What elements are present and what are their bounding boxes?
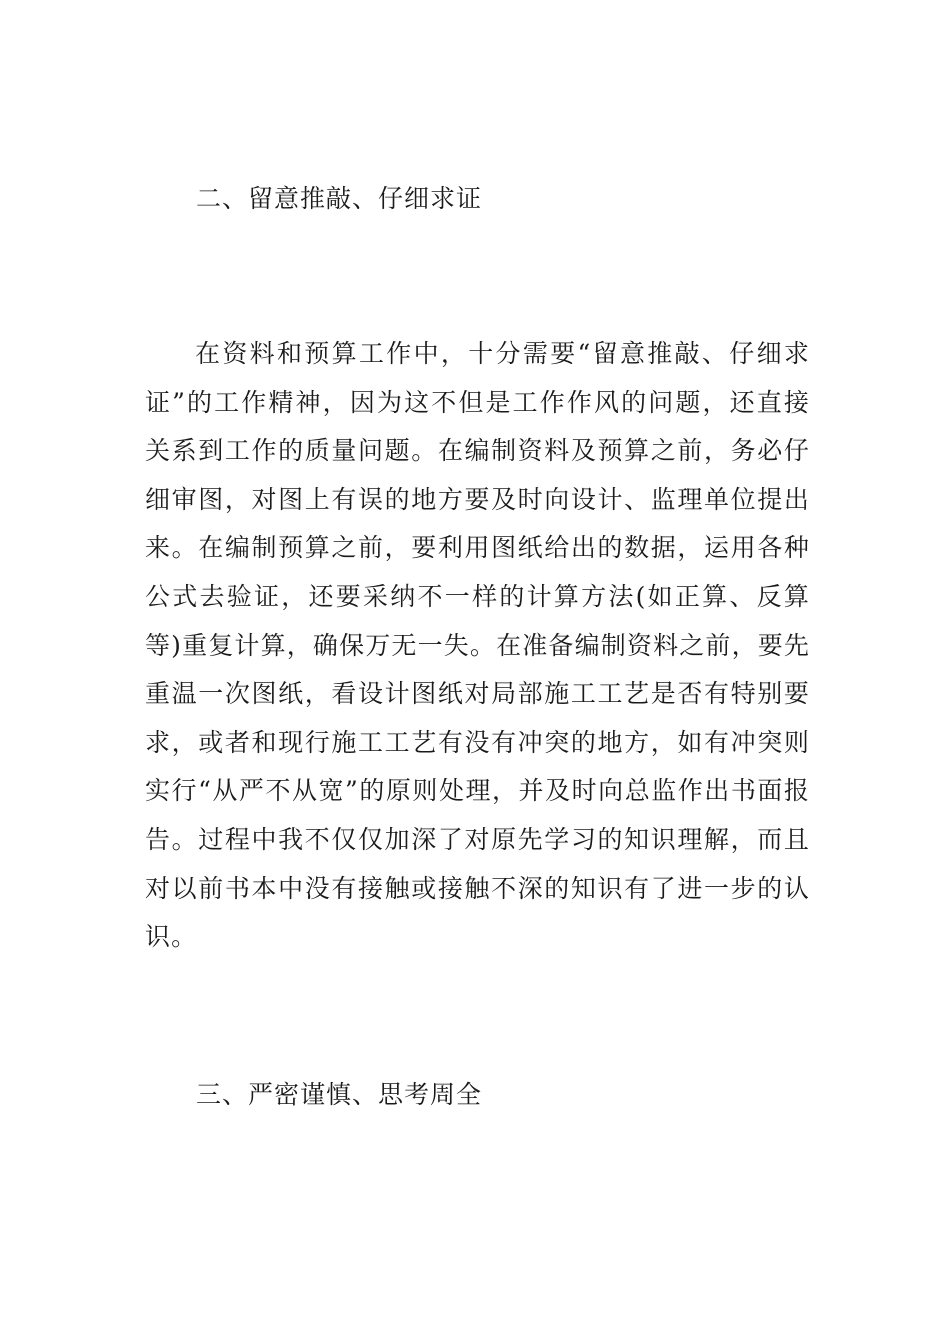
section-heading-3: 三、严密谨慎、思考周全 <box>196 1080 483 1109</box>
section-heading-2: 二、留意推敲、仔细求证 <box>196 184 483 213</box>
section-paragraph-2: 在资料和预算工作中，十分需要“留意推敲、仔细求证”的工作精神，因为这不但是工作作风的问题，还直接关系到工作的质量问题。在编制资料及预算之前，务必仔细审图，对图上有误的地方要及时向设计、监理单位提出来。在编制预算之前，要利用图纸给出的数据，运用各种公式去验证，还要采纳不一样的计算方法(如正算、反算等)重复计算，确保万无一失。在准备编制资料之前，要先重温一次图纸，看设计图纸对局部施工工艺是否有特别要求，或者和现行施工工艺有没有冲突的地方，如有冲突则实行“从严不从宽”的原则处理，并及时向总监作出书面报告。过程中我不仅仅加深了对原先学习的知识理解，而且对以前书本中没有接触或接触不深的知识有了进一步的认识。 <box>145 339 810 952</box>
